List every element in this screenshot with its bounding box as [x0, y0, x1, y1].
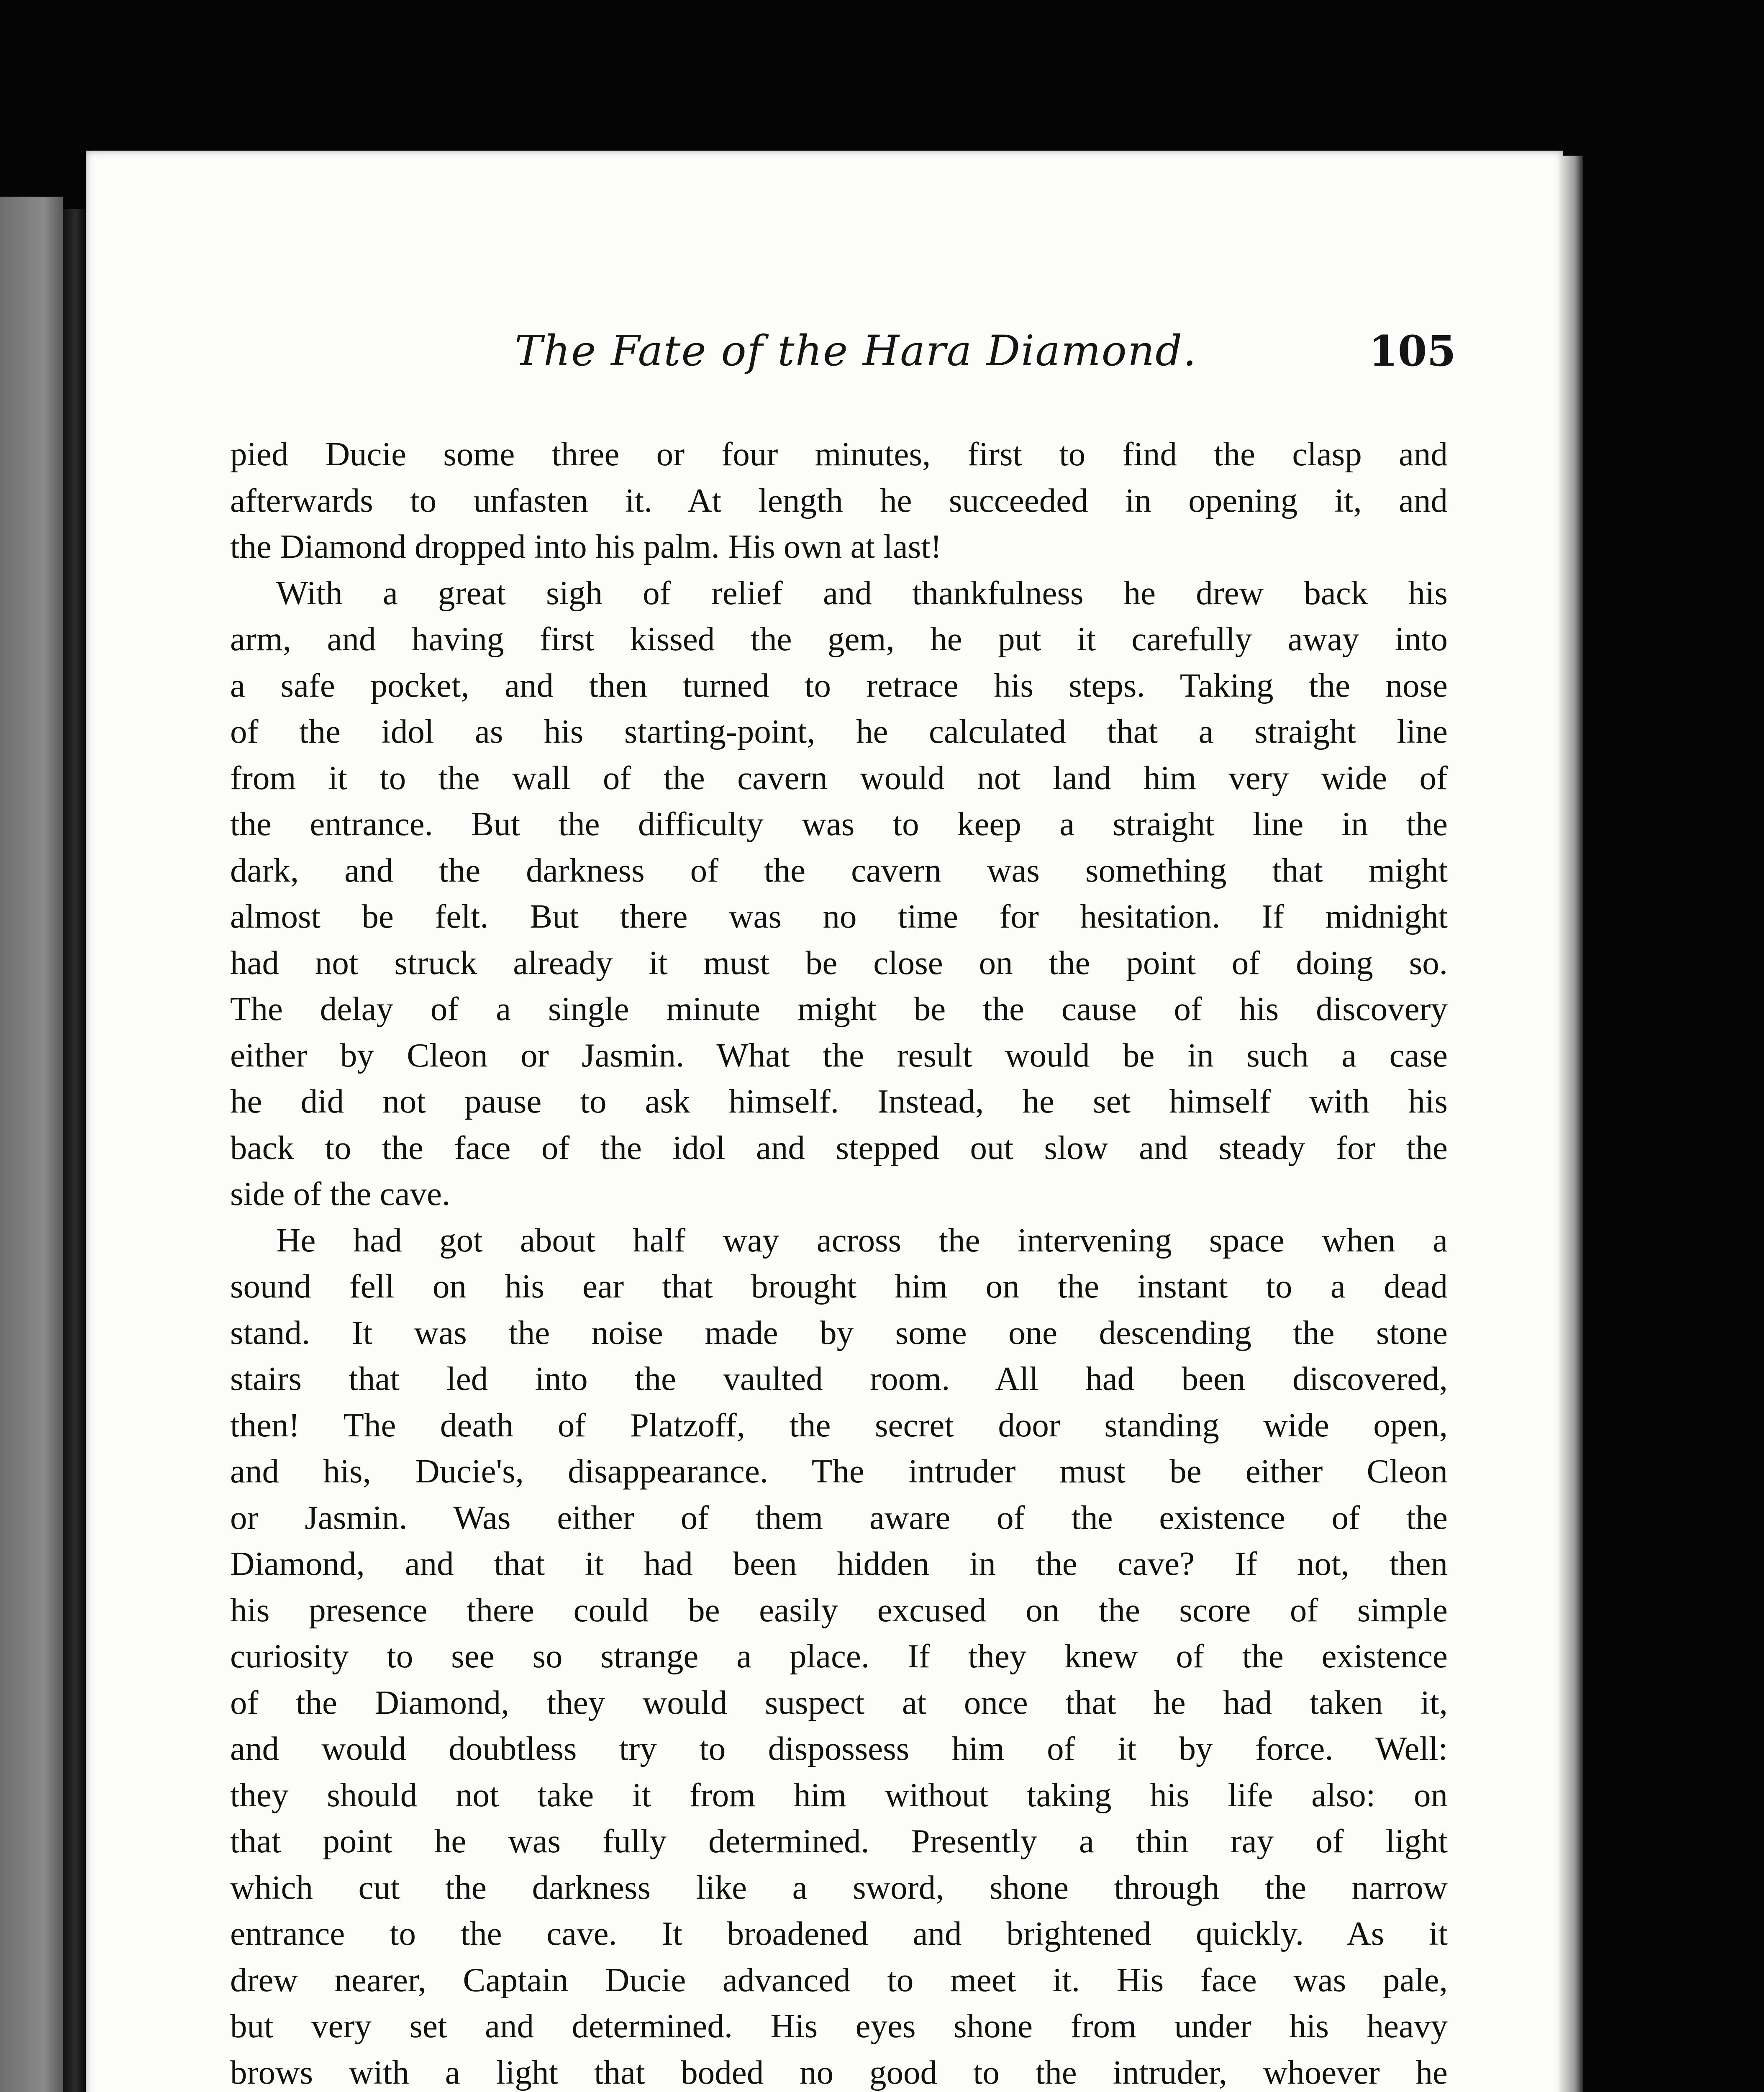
- text-line: they should not take it from him without taking his life also: on: [230, 1776, 1448, 1814]
- text-line: that point he was fully determined. Presently a thin ray of light: [230, 1822, 1448, 1860]
- text-line: He had got about half way across the intervening space when a: [276, 1221, 1448, 1259]
- text-line: back to the face of the idol and stepped out slow and steady for the: [230, 1128, 1448, 1166]
- text-line: from it to the wall of the cavern would not land him very wide of: [230, 759, 1448, 797]
- text-line: then! The death of Platzoff, the secret door standing wide open,: [230, 1406, 1448, 1444]
- text-line: had not struck already it must be close on the point of doing so.: [230, 943, 1448, 982]
- page-edge-shadow: [1563, 156, 1583, 2092]
- text-line: The delay of a single minute might be the cause of his discovery: [230, 990, 1448, 1028]
- text-line: drew nearer, Captain Ducie advanced to meet it. His face was pale,: [230, 1961, 1448, 1999]
- text-line: stairs that led into the vaulted room. All had been discovered,: [230, 1360, 1448, 1397]
- text-line: dark, and the darkness of the cavern was something that might: [230, 851, 1448, 889]
- text-line: he did not pause to ask himself. Instead, he set himself with his: [230, 1082, 1448, 1120]
- running-head: [435, 326, 1456, 385]
- text-line: With a great sigh of relief and thankfulness he drew back his: [276, 574, 1448, 612]
- text-line: and his, Ducie's, disappearance. The intruder must be either Cleon: [230, 1452, 1448, 1490]
- text-line: brows with a light that boded no good to the intruder, whoever he: [230, 2053, 1448, 2091]
- text-line: and would doubtless try to dispossess him of it by force. Well:: [230, 1730, 1448, 1767]
- text-line: Diamond, and that it had been hidden in the cave? If not, then: [230, 1545, 1448, 1582]
- text-line: the entrance. But the difficulty was to keep a straight line in the: [230, 805, 1448, 843]
- facing-page-edge: [0, 197, 63, 2092]
- text-line: a safe pocket, and then turned to retrace his steps. Taking the nose: [230, 666, 1448, 704]
- text-line: which cut the darkness like a sword, shone through the narrow: [230, 1868, 1448, 1906]
- text-line: his presence there could be easily excused on the score of simple: [230, 1591, 1448, 1629]
- text-line: stand. It was the noise made by some one descending the stone: [230, 1313, 1448, 1351]
- text-line: arm, and having first kissed the gem, he put it carefully away into: [230, 620, 1448, 658]
- text-line: either by Cleon or Jasmin. What the result would be in such a case: [230, 1036, 1448, 1074]
- running-title: The Fate of the Hara Diamond.: [515, 326, 1197, 375]
- text-line: almost be felt. But there was no time for hesitation. If midnight: [230, 897, 1448, 935]
- text-line: entrance to the cave. It broadened and brightened quickly. As it: [230, 1915, 1448, 1952]
- page-number: 105: [1369, 326, 1456, 376]
- text-line: curiosity to see so strange a place. If they knew of the existence: [230, 1637, 1448, 1675]
- text-line: pied Ducie some three or four minutes, first to find the clasp and: [230, 435, 1448, 473]
- text-line: of the idol as his starting-point, he calculated that a straight line: [230, 713, 1448, 750]
- body-text: [230, 431, 1448, 2092]
- text-line: the Diamond dropped into his palm. His own at last!: [230, 528, 942, 565]
- text-line: of the Diamond, they would suspect at once that he had taken it,: [230, 1683, 1448, 1721]
- text-line: but very set and determined. His eyes shone from under his heavy: [230, 2007, 1448, 2045]
- book-gutter: [63, 209, 86, 2092]
- text-line: afterwards to unfasten it. At length he succeeded in opening it, and: [230, 481, 1448, 519]
- text-line: or Jasmin. Was either of them aware of the existence of the: [230, 1498, 1448, 1536]
- text-line: sound fell on his ear that brought him on the instant to a dead: [230, 1267, 1448, 1305]
- text-line: side of the cave.: [230, 1175, 451, 1213]
